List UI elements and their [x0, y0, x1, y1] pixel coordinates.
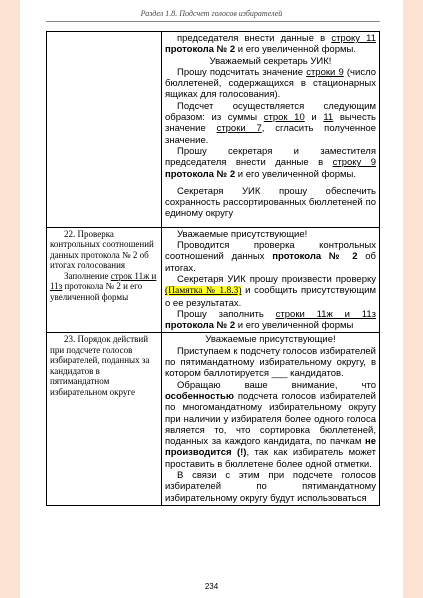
greeting: Уважаемые присутствующие!: [177, 228, 308, 240]
paragraph: [165, 309, 376, 332]
paragraph: [165, 146, 376, 180]
greeting: Уважаемые присутствующие!: [205, 334, 336, 346]
row3-right-cell: [162, 333, 380, 505]
table-row: [47, 333, 380, 505]
table-row: [47, 32, 380, 228]
row1-right-cell: [162, 32, 380, 228]
text: и его увеличенной формы: [235, 320, 354, 332]
line-reference[interactable]: строк 10: [263, 112, 305, 124]
text: и его увеличенной формы.: [235, 168, 357, 180]
text: Прошу подсчитать значение: [177, 66, 307, 78]
text: и его увеличенной формы.: [235, 44, 357, 56]
table-row: [47, 227, 380, 333]
left-margin-bar: [0, 0, 20, 598]
paragraph: Секретаря УИК прошу обеспечить сохранность рассортированных бюллетеней по единому округу: [165, 185, 376, 220]
text: протокола № 2 и его увеличенной формы: [50, 281, 143, 302]
text: вычесть значение: [165, 112, 377, 135]
right-margin-bar: [403, 0, 423, 598]
paragraph: [165, 101, 376, 146]
row2-right-cell: [162, 227, 380, 333]
text: (число бюллетеней, содержащихся в стационарных ящиках для голосования).: [165, 66, 377, 101]
text: Подсчет осуществляется следующим образом: из суммы: [165, 100, 376, 124]
text: , так как избиратель может проставить в бюллетене более одной отметки.: [165, 447, 376, 470]
header-divider: [46, 21, 380, 22]
paragraph: [165, 274, 376, 309]
text: председателя внести данные в: [177, 33, 332, 44]
paragraph: [165, 380, 376, 470]
text: и: [304, 112, 324, 124]
row1-left-cell: [47, 32, 162, 228]
text: Проводится проверка контрольных соотношений данных: [165, 240, 376, 263]
greeting: Уважаемый секретарь УИК!: [209, 55, 332, 67]
line-reference[interactable]: строку 11: [331, 33, 376, 44]
row2-left-cell: [47, 227, 162, 333]
section-title: 22. Проверка контрольных соотношений данных протокола № 2 об итогах голосования: [50, 228, 154, 271]
text: , сгласить полученное значение.: [165, 123, 376, 146]
spacer: [165, 220, 376, 226]
row3-left-cell: [47, 333, 162, 505]
emphasis: особенностью: [165, 390, 234, 402]
text: об итогах.: [165, 251, 376, 274]
line-reference[interactable]: строки 11ж и 11з: [275, 308, 376, 320]
content-table: [46, 31, 380, 506]
memo-link[interactable]: (Памятка № 1.8.3): [165, 286, 242, 297]
emphasis: не производится (!): [165, 436, 376, 459]
paragraph: [165, 33, 376, 56]
text: Прошу секретаря и заместителя председателя внести данные в: [165, 145, 376, 169]
protocol-ref: протокола № 2: [272, 251, 358, 263]
page-header: Раздел 1.8. Подсчет голосов избирателей: [140, 9, 283, 18]
line-reference[interactable]: строку 9: [332, 157, 376, 169]
protocol-ref: протокола № 2: [165, 44, 236, 56]
section-subtitle: [50, 271, 158, 303]
paragraph: [165, 67, 376, 101]
text: Секретаря УИК прошу произвести проверку: [177, 273, 376, 285]
protocol-ref: протокола № 2: [165, 168, 236, 180]
page-number: 234: [204, 582, 219, 591]
text: подсчета голосов избирателей по многомандатному избирательному округу при наличии у избирателя более одного голоса является то, что сортировка бюллетеней, поданных за каждого кандидата, по пачкам: [165, 390, 376, 448]
section-title: 23. Порядок действий при подсчете голосов избирателей, поданных за кандидатов в пятимандатном избирательном округе: [50, 334, 150, 397]
text: и сообщить присутствующим о ее результатах.: [165, 285, 376, 309]
line-reference[interactable]: 11: [323, 112, 334, 124]
text: Заполнение: [64, 270, 111, 281]
paragraph: В связи с этим при подсчете голосов избирателей по пятимандатному избирательному округу будут использоваться: [165, 469, 376, 504]
line-reference[interactable]: строки 9: [306, 66, 344, 78]
line-reference[interactable]: строки 7: [216, 123, 262, 135]
paragraph: [165, 240, 376, 274]
protocol-ref: протокола № 2: [165, 320, 236, 332]
text: Обращаю ваше внимание, что: [177, 379, 376, 391]
paragraph: Приступаем к подсчету голосов избирателей по пятимандатному избирательному округу, в котором баллотируется ___ кандидатов.: [165, 345, 376, 380]
text: Прошу заполнить: [177, 308, 276, 320]
line-reference[interactable]: строк 11ж и 11з: [50, 270, 157, 292]
